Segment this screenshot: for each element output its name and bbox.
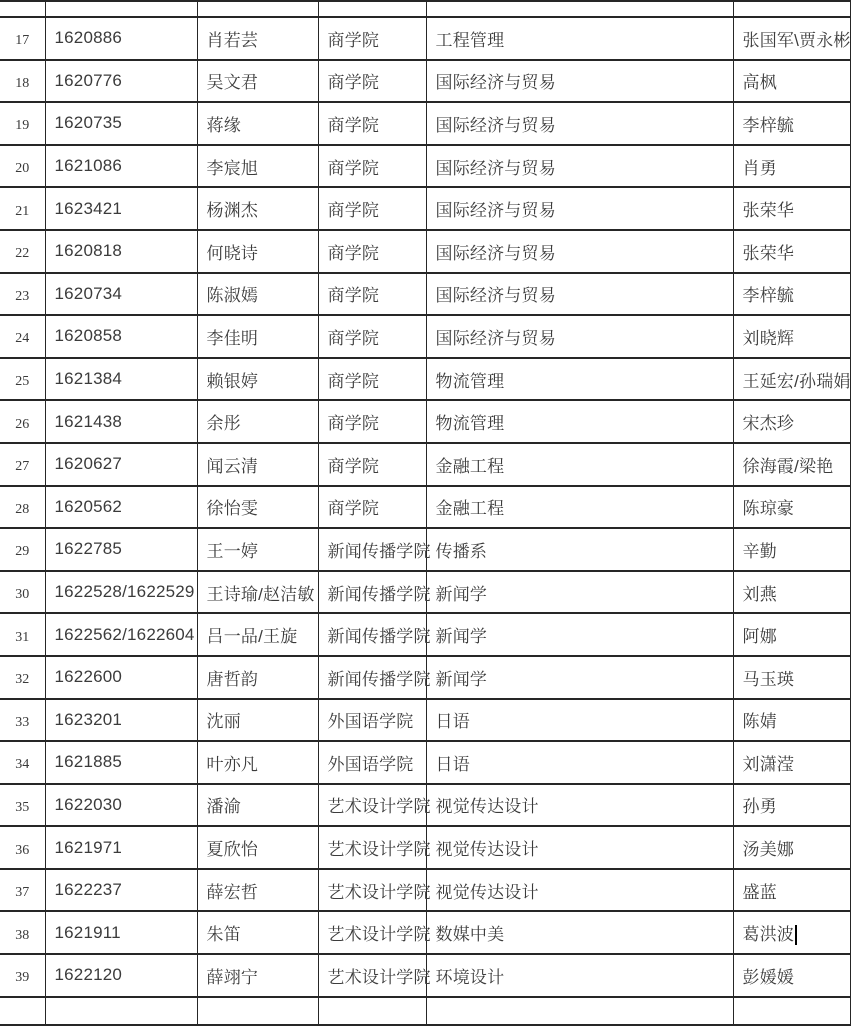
row-number-cell[interactable]: 33 (0, 699, 45, 742)
name-cell[interactable]: 薛翊宁 (197, 954, 318, 997)
table-row (0, 911, 850, 954)
major-cell[interactable]: 国际经济与贸易 (426, 102, 733, 145)
name-cell[interactable]: 李佳明 (197, 315, 318, 358)
advisor-cell[interactable]: 李梓毓 (733, 102, 850, 145)
row-number-cell[interactable]: 30 (0, 571, 45, 614)
table-row (0, 102, 850, 145)
student-id-cell[interactable]: 1620627 (45, 443, 197, 486)
row-number-cell[interactable]: 32 (0, 656, 45, 699)
student-id-cell[interactable]: 1622030 (45, 784, 197, 827)
table-row (0, 699, 850, 742)
major-cell[interactable]: 物流管理 (426, 358, 733, 401)
name-cell[interactable]: 何晓诗 (197, 230, 318, 273)
name-cell[interactable] (197, 1, 318, 17)
row-number-cell[interactable]: 37 (0, 869, 45, 912)
table-row (0, 145, 850, 188)
name-cell[interactable]: 王一婷 (197, 528, 318, 571)
advisor-cell[interactable]: 彭媛媛 (733, 954, 850, 997)
row-number-cell[interactable]: 35 (0, 784, 45, 827)
major-cell[interactable]: 日语 (426, 699, 733, 742)
college-cell[interactable]: 外国语学院 (318, 741, 426, 784)
student-id-cell[interactable]: 1620776 (45, 60, 197, 103)
college-cell[interactable]: 商学院 (318, 102, 426, 145)
college-cell[interactable]: 新闻传播学院 (318, 656, 426, 699)
advisor-cell[interactable]: 李梓毓 (733, 273, 850, 316)
advisor-cell[interactable]: 陈琼豪 (733, 486, 850, 529)
college-cell[interactable]: 商学院 (318, 358, 426, 401)
advisor-cell[interactable]: 徐海霞/梁艳 (733, 443, 850, 486)
college-cell[interactable]: 新闻传播学院 (318, 571, 426, 614)
major-cell[interactable] (426, 1, 733, 17)
name-cell[interactable]: 沈丽 (197, 699, 318, 742)
partial-row-top (0, 1, 850, 17)
row-number-cell[interactable] (0, 997, 45, 1025)
row-number-cell[interactable]: 20 (0, 145, 45, 188)
table-row (0, 613, 850, 656)
major-cell[interactable]: 新闻学 (426, 613, 733, 656)
student-id-cell[interactable]: 1622600 (45, 656, 197, 699)
advisor-cell[interactable] (733, 997, 850, 1025)
major-cell[interactable]: 国际经济与贸易 (426, 145, 733, 188)
row-number-cell[interactable]: 21 (0, 187, 45, 230)
college-cell[interactable]: 商学院 (318, 400, 426, 443)
row-number-cell[interactable]: 26 (0, 400, 45, 443)
major-cell[interactable]: 国际经济与贸易 (426, 315, 733, 358)
table-row (0, 187, 850, 230)
student-id-cell[interactable]: 1622785 (45, 528, 197, 571)
table-row (0, 17, 850, 60)
college-cell[interactable]: 商学院 (318, 273, 426, 316)
advisor-cell[interactable]: 高枫 (733, 60, 850, 103)
table-row (0, 230, 850, 273)
student-id-cell[interactable]: 1622528/1622529 (45, 571, 197, 614)
student-id-cell[interactable]: 1621911 (45, 911, 197, 954)
advisor-cell[interactable]: 阿娜 (733, 613, 850, 656)
college-cell[interactable]: 商学院 (318, 17, 426, 60)
name-cell[interactable]: 夏欣怡 (197, 826, 318, 869)
student-id-cell[interactable]: 1620735 (45, 102, 197, 145)
name-cell[interactable]: 闻云清 (197, 443, 318, 486)
student-id-cell[interactable]: 1621086 (45, 145, 197, 188)
college-cell[interactable]: 商学院 (318, 230, 426, 273)
major-cell[interactable]: 物流管理 (426, 400, 733, 443)
name-cell[interactable]: 王诗瑜/赵洁敏 (197, 571, 318, 614)
advisor-cell[interactable]: 汤美娜 (733, 826, 850, 869)
advisor-cell[interactable]: 陈婧 (733, 699, 850, 742)
major-cell[interactable] (426, 997, 733, 1025)
major-cell[interactable]: 工程管理 (426, 17, 733, 60)
row-number-cell[interactable]: 38 (0, 911, 45, 954)
student-id-cell[interactable]: 1622237 (45, 869, 197, 912)
major-cell[interactable]: 金融工程 (426, 443, 733, 486)
college-cell[interactable]: 商学院 (318, 187, 426, 230)
major-cell[interactable]: 国际经济与贸易 (426, 60, 733, 103)
advisor-cell[interactable]: 盛蓝 (733, 869, 850, 912)
advisor-cell[interactable]: 刘晓辉 (733, 315, 850, 358)
college-cell[interactable]: 商学院 (318, 60, 426, 103)
advisor-cell[interactable]: 张国军\贾永彬 (733, 17, 850, 60)
name-cell[interactable]: 吕一品/王旋 (197, 613, 318, 656)
name-cell[interactable]: 杨渊杰 (197, 187, 318, 230)
major-cell[interactable]: 视觉传达设计 (426, 869, 733, 912)
table-row (0, 60, 850, 103)
row-number-cell[interactable]: 17 (0, 17, 45, 60)
student-id-cell[interactable]: 1620562 (45, 486, 197, 529)
table-row (0, 273, 850, 316)
student-id-cell[interactable] (45, 997, 197, 1025)
college-cell[interactable]: 新闻传播学院 (318, 613, 426, 656)
table-row (0, 784, 850, 827)
student-id-cell[interactable]: 1622120 (45, 954, 197, 997)
student-id-cell[interactable]: 1623201 (45, 699, 197, 742)
name-cell[interactable]: 朱笛 (197, 911, 318, 954)
row-number-cell[interactable] (0, 1, 45, 17)
major-cell[interactable]: 新闻学 (426, 656, 733, 699)
major-cell[interactable]: 新闻学 (426, 571, 733, 614)
college-cell[interactable]: 艺术设计学院 (318, 784, 426, 827)
name-cell[interactable]: 吴文君 (197, 60, 318, 103)
row-number-cell[interactable]: 24 (0, 315, 45, 358)
college-cell[interactable]: 艺术设计学院 (318, 911, 426, 954)
student-id-cell[interactable]: 1620886 (45, 17, 197, 60)
student-id-cell[interactable]: 1620818 (45, 230, 197, 273)
name-cell[interactable]: 唐哲韵 (197, 656, 318, 699)
name-cell[interactable]: 李宸旭 (197, 145, 318, 188)
student-id-cell[interactable] (45, 1, 197, 17)
college-cell[interactable]: 艺术设计学院 (318, 826, 426, 869)
name-cell[interactable] (197, 997, 318, 1025)
name-cell[interactable]: 赖银婷 (197, 358, 318, 401)
student-id-cell[interactable]: 1620734 (45, 273, 197, 316)
table-row (0, 954, 850, 997)
student-id-cell[interactable]: 1620858 (45, 315, 197, 358)
name-cell[interactable]: 叶亦凡 (197, 741, 318, 784)
name-cell[interactable]: 潘渝 (197, 784, 318, 827)
row-number-cell[interactable]: 28 (0, 486, 45, 529)
advisor-cell[interactable]: 肖勇 (733, 145, 850, 188)
advisor-cell[interactable]: 王延宏/孙瑞娟 (733, 358, 850, 401)
row-number-cell[interactable]: 29 (0, 528, 45, 571)
table-row (0, 358, 850, 401)
row-number-cell[interactable]: 27 (0, 443, 45, 486)
advisor-cell[interactable]: 张荣华 (733, 187, 850, 230)
advisor-cell[interactable]: 葛洪波 (733, 911, 850, 954)
name-cell[interactable]: 徐怡雯 (197, 486, 318, 529)
advisor-cell[interactable]: 孙勇 (733, 784, 850, 827)
name-cell[interactable]: 薛宏哲 (197, 869, 318, 912)
row-number-cell[interactable]: 39 (0, 954, 45, 997)
major-cell[interactable]: 金融工程 (426, 486, 733, 529)
college-cell[interactable]: 商学院 (318, 145, 426, 188)
college-cell[interactable] (318, 997, 426, 1025)
row-number-cell[interactable]: 34 (0, 741, 45, 784)
advisor-cell[interactable] (733, 1, 850, 17)
text-cursor (795, 925, 797, 945)
student-id-cell[interactable]: 1623421 (45, 187, 197, 230)
row-number-cell[interactable]: 19 (0, 102, 45, 145)
table-row (0, 315, 850, 358)
row-number-cell[interactable]: 23 (0, 273, 45, 316)
table-row (0, 528, 850, 571)
college-cell[interactable]: 商学院 (318, 443, 426, 486)
advisor-cell[interactable]: 张荣华 (733, 230, 850, 273)
row-number-cell[interactable]: 31 (0, 613, 45, 656)
college-cell[interactable]: 外国语学院 (318, 699, 426, 742)
major-cell[interactable]: 视觉传达设计 (426, 826, 733, 869)
major-cell[interactable]: 国际经济与贸易 (426, 230, 733, 273)
student-id-cell[interactable]: 1621384 (45, 358, 197, 401)
college-cell[interactable]: 商学院 (318, 486, 426, 529)
table-row (0, 741, 850, 784)
name-cell[interactable]: 余彤 (197, 400, 318, 443)
major-cell[interactable]: 环境设计 (426, 954, 733, 997)
college-cell[interactable]: 新闻传播学院 (318, 528, 426, 571)
table-row (0, 656, 850, 699)
row-number-cell[interactable]: 25 (0, 358, 45, 401)
advisor-cell[interactable]: 刘潇滢 (733, 741, 850, 784)
table-row (0, 869, 850, 912)
student-id-cell[interactable]: 1621885 (45, 741, 197, 784)
student-id-cell[interactable]: 1622562/1622604 (45, 613, 197, 656)
advisor-cell[interactable]: 宋杰珍 (733, 400, 850, 443)
major-cell[interactable]: 日语 (426, 741, 733, 784)
table-row (0, 571, 850, 614)
advisor-cell[interactable]: 马玉瑛 (733, 656, 850, 699)
row-number-cell[interactable]: 18 (0, 60, 45, 103)
table-row (0, 486, 850, 529)
major-cell[interactable]: 传播系 (426, 528, 733, 571)
table-row (0, 443, 850, 486)
college-cell[interactable]: 商学院 (318, 315, 426, 358)
college-cell[interactable] (318, 1, 426, 17)
table-row (0, 400, 850, 443)
table-row (0, 826, 850, 869)
major-cell[interactable]: 数媒中美 (426, 911, 733, 954)
college-cell[interactable]: 艺术设计学院 (318, 869, 426, 912)
major-cell[interactable]: 国际经济与贸易 (426, 187, 733, 230)
advisor-cell[interactable]: 刘燕 (733, 571, 850, 614)
name-cell[interactable]: 陈淑嫣 (197, 273, 318, 316)
college-cell[interactable]: 艺术设计学院 (318, 954, 426, 997)
student-id-cell[interactable]: 1621971 (45, 826, 197, 869)
student-id-cell[interactable]: 1621438 (45, 400, 197, 443)
name-cell[interactable]: 蒋缘 (197, 102, 318, 145)
partial-row-bottom (0, 997, 850, 1025)
row-number-cell[interactable]: 36 (0, 826, 45, 869)
row-number-cell[interactable]: 22 (0, 230, 45, 273)
major-cell[interactable]: 国际经济与贸易 (426, 273, 733, 316)
name-cell[interactable]: 肖若芸 (197, 17, 318, 60)
major-cell[interactable]: 视觉传达设计 (426, 784, 733, 827)
advisor-cell[interactable]: 辛勤 (733, 528, 850, 571)
